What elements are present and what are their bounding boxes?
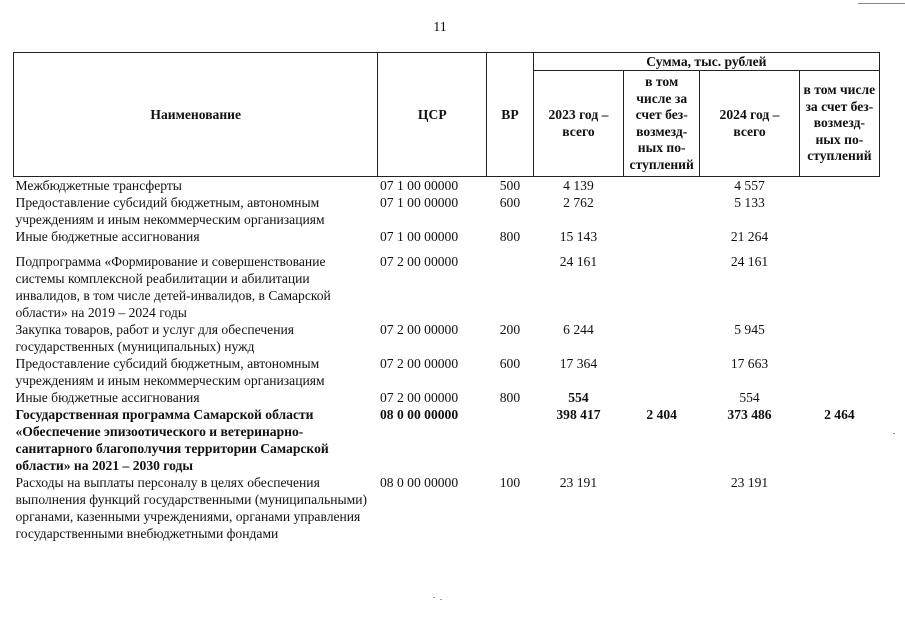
row-2023-free	[624, 228, 700, 245]
table-row	[14, 389, 880, 406]
row-2024-total: 373 486	[727, 407, 772, 422]
row-2024-free	[799, 245, 879, 321]
row-2024-total: 21 264	[730, 229, 769, 244]
row-csr: 07 2 00 00000	[379, 254, 459, 269]
row-2024-total: 5 945	[734, 322, 765, 337]
scan-speck	[893, 433, 895, 434]
row-2024-total: 5 133	[734, 195, 765, 210]
budget-table	[13, 52, 880, 542]
row-csr: 07 1 00 00000	[379, 195, 459, 210]
row-2024-total: 554	[739, 390, 760, 405]
header-name: Наименование	[14, 53, 378, 177]
row-vr: 100	[499, 475, 521, 490]
header-2024-total: 2024 год – всего	[700, 71, 799, 177]
scan-speck	[433, 597, 435, 598]
row-csr: 07 2 00 00000	[379, 322, 459, 337]
row-vr: 800	[499, 390, 521, 405]
row-2024-total: 24 161	[730, 254, 769, 269]
row-vr	[487, 406, 534, 474]
row-2024-free	[799, 474, 879, 542]
row-2023-free	[624, 245, 700, 321]
row-name: Расходы на выплаты персоналу в целях обеспечения выполнения функций государственными (муниципальными) органами, казенными учреждениями, органами управления государственными внебюджетными фондами	[15, 475, 368, 541]
row-2024-free	[799, 321, 879, 355]
header-sum-group: Сумма, тыс. рублей	[533, 53, 879, 71]
header-2023-total: 2023 год – всего	[533, 71, 623, 177]
row-2024-free	[799, 228, 879, 245]
row-2023-free	[624, 355, 700, 389]
row-name: Иные бюджетные ассигнования	[15, 229, 200, 244]
table-row	[14, 177, 880, 195]
header-2024-free: в том числе за счет без-возмезд-ных по-ступлений	[799, 71, 879, 177]
row-2023-total: 2 762	[563, 195, 594, 210]
row-csr: 08 0 00 00000	[379, 407, 459, 422]
row-2023-free	[624, 177, 700, 195]
row-name: Предоставление субсидий бюджетным, автономным учреждениям и иным некоммерческим организациям	[15, 356, 325, 388]
row-name: Иные бюджетные ассигнования	[15, 390, 200, 405]
row-2024-free	[799, 194, 879, 228]
row-2023-free: 2 404	[646, 407, 677, 422]
row-csr: 07 1 00 00000	[379, 229, 459, 244]
row-2023-free	[624, 321, 700, 355]
row-2023-total: 4 139	[563, 178, 594, 193]
table-row	[14, 474, 880, 542]
page-number: 11	[433, 20, 447, 35]
header-vr: ВР	[487, 53, 534, 177]
table-row	[14, 355, 880, 389]
row-2023-total: 24 161	[559, 254, 598, 269]
row-2023-free	[624, 194, 700, 228]
row-vr: 500	[499, 178, 521, 193]
row-csr: 08 0 00 00000	[379, 475, 459, 490]
header-csr: ЦСР	[378, 53, 487, 177]
table-row	[14, 321, 880, 355]
row-2024-free	[799, 177, 879, 195]
header-2023-free: в том числе за счет без-возмезд-ных по-ступлений	[624, 71, 700, 177]
row-2023-free	[624, 389, 700, 406]
row-2024-total: 23 191	[730, 475, 769, 490]
row-csr: 07 2 00 00000	[379, 390, 459, 405]
row-2023-total: 17 364	[559, 356, 598, 371]
row-2023-free	[624, 474, 700, 542]
row-2023-total: 15 143	[559, 229, 598, 244]
row-vr	[487, 245, 534, 321]
table-row	[14, 228, 880, 245]
table-row	[14, 406, 880, 474]
row-2024-free: 2 464	[824, 407, 855, 422]
row-2024-free	[799, 355, 879, 389]
row-name: Подпрограмма «Формирование и совершенствование системы комплексной реабилитации и абилитации инвалидов, в том числе детей-инвалидов, в Самарской области» на 2019 – 2024 годы	[15, 254, 331, 320]
row-vr: 600	[499, 356, 521, 371]
row-vr: 800	[499, 229, 521, 244]
row-2023-total: 6 244	[563, 322, 594, 337]
row-name: Закупка товаров, работ и услуг для обеспечения государственных (муниципальных) нужд	[15, 322, 294, 354]
table-row	[14, 194, 880, 228]
row-2024-free	[799, 389, 879, 406]
row-name: Государственная программа Самарской области «Обеспечение эпизоотического и ветеринарно-санитарного благополучия территории Самарской области» на 2021 – 2030 годы	[15, 407, 329, 473]
row-name: Межбюджетные трансферты	[15, 178, 182, 193]
row-csr: 07 2 00 00000	[379, 356, 459, 371]
row-csr: 07 1 00 00000	[379, 178, 459, 193]
row-2023-total: 554	[568, 390, 589, 405]
scan-speck	[440, 599, 442, 600]
row-name: Предоставление субсидий бюджетным, автономным учреждениям и иным некоммерческим организациям	[15, 195, 325, 227]
table-row	[14, 245, 880, 321]
row-2023-total: 398 417	[556, 407, 601, 422]
scan-artifact-line	[858, 3, 905, 4]
row-2024-total: 4 557	[734, 178, 765, 193]
row-vr: 600	[499, 195, 521, 210]
row-vr: 200	[499, 322, 521, 337]
row-2024-total: 17 663	[730, 356, 769, 371]
row-2023-total: 23 191	[559, 475, 598, 490]
